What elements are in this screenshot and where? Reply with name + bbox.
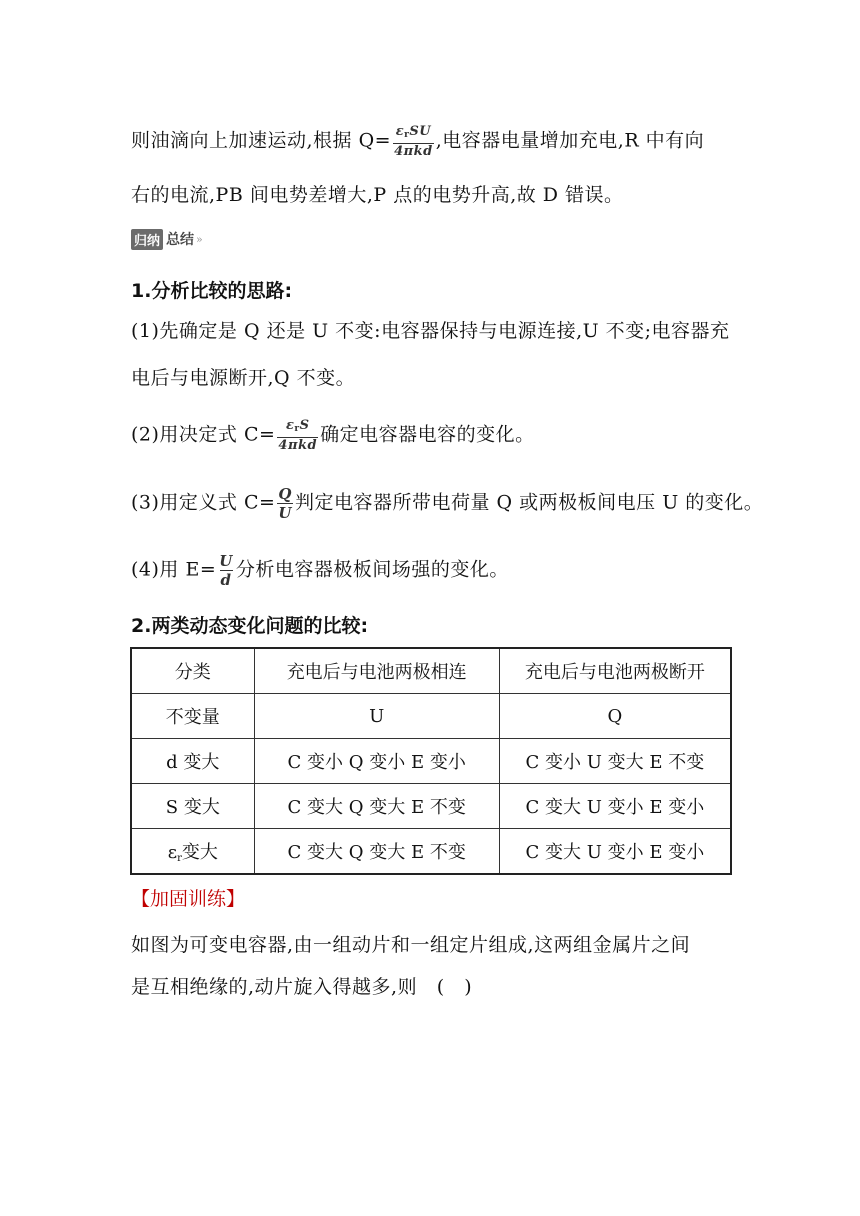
paragraph-line (131, 485, 763, 522)
table-cell: C 变大 Q 变大 E 不变 (254, 784, 499, 829)
table-header-cell: 充电后与电池两极断开 (499, 648, 731, 694)
formula-numerator: U (219, 552, 233, 570)
table-cell: C 变小 Q 变小 E 变小 (254, 739, 499, 784)
text-run: 判定电容器所带电荷量 Q 或两极板间电压 U 的变化。 (295, 491, 764, 514)
paragraph-line (131, 418, 535, 453)
field-formula (218, 552, 234, 589)
formula-numerator: Q (278, 485, 292, 503)
epsilon-symbol: ε (285, 418, 295, 433)
text-run: 变大 (181, 842, 218, 863)
table-cell: d 变大 (131, 739, 254, 784)
text-run: (4)用 E= (131, 558, 217, 581)
table-cell: S 变大 (131, 784, 254, 829)
paragraph-line: 如图为可变电容器,由一组动片和一组定片组成,这两组金属片之间 (131, 934, 691, 956)
table-row (131, 739, 731, 784)
table-cell: C 变小 U 变大 E 不变 (499, 739, 731, 784)
text-run: 则油滴向上加速运动,根据 Q= (131, 129, 392, 152)
comparison-table (130, 647, 732, 875)
text-run: (2)用决定式 C= (131, 423, 276, 446)
formula-numerator: SU (409, 124, 432, 139)
text-run: ,电容器电量增加充电,R 中有向 (435, 129, 705, 152)
table-cell: C 变大 Q 变大 E 不变 (254, 829, 499, 875)
table-row (131, 829, 731, 875)
paragraph-line (131, 552, 509, 589)
practice-heading: 【加固训练】 (131, 888, 246, 910)
formula-denominator: d (220, 571, 232, 589)
double-chevron-icon: » (196, 232, 203, 246)
formula-denominator: 4πkd (394, 144, 433, 159)
table-row (131, 694, 731, 739)
paragraph-line: (1)先确定是 Q 还是 U 不变:电容器保持与电源连接,U 不变;电容器充 (131, 320, 730, 342)
section-heading: 1.分析比较的思路: (131, 280, 293, 302)
table-cell (131, 829, 254, 875)
section-heading: 2.两类动态变化问题的比较: (131, 615, 369, 637)
charge-formula (393, 124, 434, 159)
paragraph-line: 右的电流,PB 间电势差增大,P 点的电势升高,故 D 错误。 (131, 184, 624, 206)
summary-badge-label: 归纳 (131, 229, 163, 250)
formula-denominator: 4πkd (278, 438, 318, 453)
epsilon-symbol: ε (395, 124, 405, 139)
epsilon-subscript: r (404, 130, 410, 140)
table-cell: C 变大 U 变小 E 变小 (499, 829, 731, 875)
text-run: (3)用定义式 C= (131, 491, 276, 514)
epsilon-subscript: r (294, 424, 300, 434)
table-header-cell: 充电后与电池两极相连 (254, 648, 499, 694)
epsilon-symbol: ε (167, 842, 178, 863)
capacitance-formula (277, 418, 318, 453)
table-row (131, 784, 731, 829)
summary-badge-label: 总结 (166, 232, 195, 248)
table-header-cell: 分类 (131, 648, 254, 694)
table-cell: U (254, 694, 499, 739)
table-header-row (131, 648, 731, 694)
text-run: 确定电容器电容的变化。 (320, 423, 535, 446)
paragraph-line: 电后与电源断开,Q 不变。 (131, 367, 356, 389)
summary-badge (131, 228, 203, 250)
table-cell: C 变大 U 变小 E 变小 (499, 784, 731, 829)
table-cell: 不变量 (131, 694, 254, 739)
formula-numerator: S (299, 418, 310, 433)
paragraph-line: 是互相绝缘的,动片旋入得越多,则 ( ) (131, 976, 473, 998)
table-cell: Q (499, 694, 731, 739)
formula-denominator: U (278, 504, 293, 522)
text-run: 分析电容器极板间场强的变化。 (235, 558, 509, 581)
paragraph-line (131, 124, 704, 159)
definition-formula (277, 485, 293, 522)
epsilon-subscript: r (177, 853, 182, 864)
